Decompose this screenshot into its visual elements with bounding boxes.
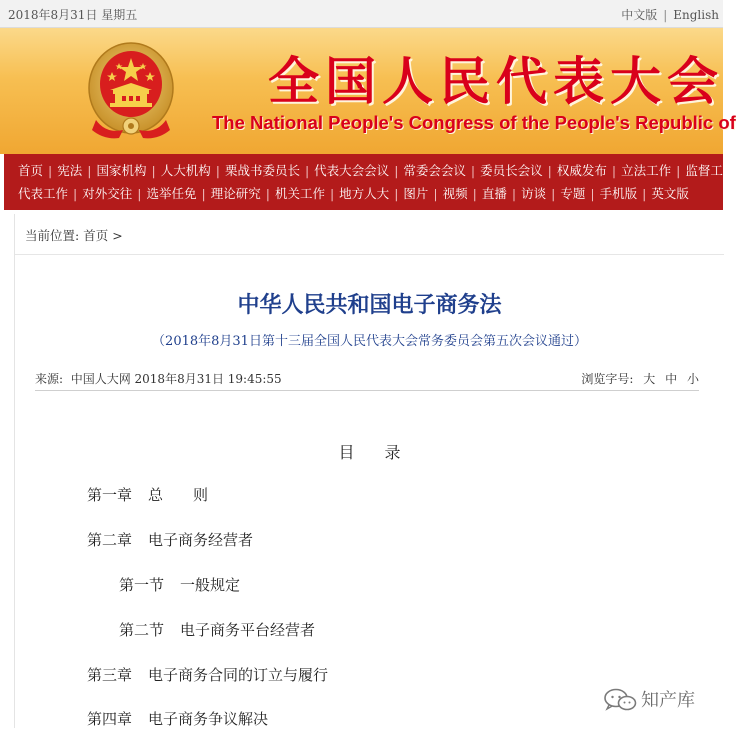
nav-item-live[interactable]: 直播 xyxy=(481,186,507,201)
meta-divider xyxy=(35,390,699,391)
toc-entry-text: 电子商务平台经营者 xyxy=(180,621,316,639)
nav-item-constitution[interactable]: 宪法 xyxy=(57,163,83,178)
lang-separator: | xyxy=(663,8,668,22)
nav-item-interviews[interactable]: 访谈 xyxy=(521,186,547,201)
nav-item-mobile[interactable]: 手机版 xyxy=(599,186,638,201)
nav-item-state-organs[interactable]: 国家机构 xyxy=(96,163,147,178)
toc-entry-number: 第三章 xyxy=(87,666,133,684)
font-size-label: 浏览字号: xyxy=(581,372,634,386)
nav-item-videos[interactable]: 视频 xyxy=(442,186,468,201)
nav-item-supervision[interactable]: 监督工作 xyxy=(685,163,736,178)
font-size-large[interactable]: 大 xyxy=(643,372,656,386)
current-date: 2018年8月31日 星期五 xyxy=(8,8,138,22)
nav-item-photos[interactable]: 图片 xyxy=(403,186,429,201)
nav-row-1: 首页 | 宪法 | 国家机构 | 人大机构 | 栗战书委员长 | 代表大会会议 | 常委会会议 | 委员长会议 | 权威发布 | 立法工作 | 监督工作 xyxy=(18,163,736,178)
national-emblem-icon xyxy=(86,38,176,144)
breadcrumb-arrow: > xyxy=(112,228,123,243)
lang-chinese-link[interactable]: 中文版 xyxy=(621,8,658,22)
font-size-small[interactable]: 小 xyxy=(686,372,699,386)
nav-item-chairman[interactable]: 栗战书委员长 xyxy=(224,163,300,178)
toc-entry xyxy=(87,529,253,550)
toc-entry xyxy=(87,708,268,729)
font-size-medium[interactable]: 中 xyxy=(665,372,678,386)
toc-entry-text: 电子商务争议解决 xyxy=(148,710,269,728)
lang-english-link[interactable]: English xyxy=(673,8,719,22)
source-label: 来源: xyxy=(35,372,64,386)
site-title-chinese: 全国人民代表大会 xyxy=(268,52,725,112)
site-title-english: The National People's Congress of the People's Republic of xyxy=(212,112,736,133)
watermark xyxy=(603,686,715,714)
toc-entry-number: 第四章 xyxy=(87,710,133,728)
nav-item-local-congress[interactable]: 地方人大 xyxy=(339,186,390,201)
article-content xyxy=(14,214,723,728)
breadcrumb-divider xyxy=(15,254,724,255)
toc-entry-number: 第二节 xyxy=(119,621,165,639)
toc-entry-number: 第一节 xyxy=(119,576,165,594)
breadcrumb-label: 当前位置: xyxy=(25,228,80,243)
toc-entry-text: 电子商务合同的订立与履行 xyxy=(148,666,329,684)
main-navigation xyxy=(4,154,736,210)
article-subtitle: （2018年8月31日第十三届全国人民代表大会常务委员会第五次会议通过） xyxy=(152,334,587,349)
nav-item-legislation[interactable]: 立法工作 xyxy=(621,163,672,178)
source-name: 中国人大网 xyxy=(70,372,131,386)
article-title: 中华人民共和国电子商务法 xyxy=(237,292,502,318)
breadcrumb-home-link[interactable]: 首页 xyxy=(83,228,109,243)
article-source xyxy=(35,370,282,387)
language-switcher xyxy=(621,6,719,23)
nav-item-deputies[interactable]: 代表工作 xyxy=(18,186,69,201)
nav-item-npc-organs[interactable]: 人大机构 xyxy=(160,163,211,178)
toc-entry xyxy=(87,484,208,505)
toc-entry-text: 总 则 xyxy=(148,486,209,504)
toc-entry xyxy=(119,619,315,640)
nav-item-theory[interactable]: 理论研究 xyxy=(210,186,261,201)
toc-title: 目录 xyxy=(338,443,431,462)
nav-item-elections[interactable]: 选举任免 xyxy=(146,186,197,201)
site-banner xyxy=(0,28,736,154)
breadcrumb xyxy=(25,226,123,244)
toc-entry-number: 第二章 xyxy=(87,531,133,549)
wechat-icon xyxy=(603,688,637,712)
nav-item-office[interactable]: 机关工作 xyxy=(274,186,325,201)
nav-row-2: 代表工作 | 对外交往 | 选举任免 | 理论研究 | 机关工作 | 地方人大 | 图片 | 视频 | 直播 | 访谈 | 专题 | 手机版 | 英文版 xyxy=(18,186,689,201)
top-bar xyxy=(0,0,723,28)
watermark-text: 知产库 xyxy=(641,690,695,711)
publish-datetime: 2018年8月31日 19:45:55 xyxy=(134,372,282,386)
nav-item-congress-sessions[interactable]: 代表大会会议 xyxy=(314,163,390,178)
nav-item-home[interactable]: 首页 xyxy=(18,163,44,178)
nav-item-releases[interactable]: 权威发布 xyxy=(556,163,607,178)
toc-entry xyxy=(119,574,240,595)
nav-item-chairman-meetings[interactable]: 委员长会议 xyxy=(480,163,543,178)
nav-item-topics[interactable]: 专题 xyxy=(560,186,586,201)
nav-item-english[interactable]: 英文版 xyxy=(651,186,689,201)
toc-entry xyxy=(87,664,328,685)
toc-entry-number: 第一章 xyxy=(87,486,133,504)
nav-item-standing-committee[interactable]: 常委会会议 xyxy=(403,163,466,178)
font-size-control xyxy=(581,370,699,387)
nav-item-foreign-affairs[interactable]: 对外交往 xyxy=(82,186,133,201)
toc-entry-text: 一般规定 xyxy=(180,576,241,594)
toc-entry-text: 电子商务经营者 xyxy=(148,531,254,549)
